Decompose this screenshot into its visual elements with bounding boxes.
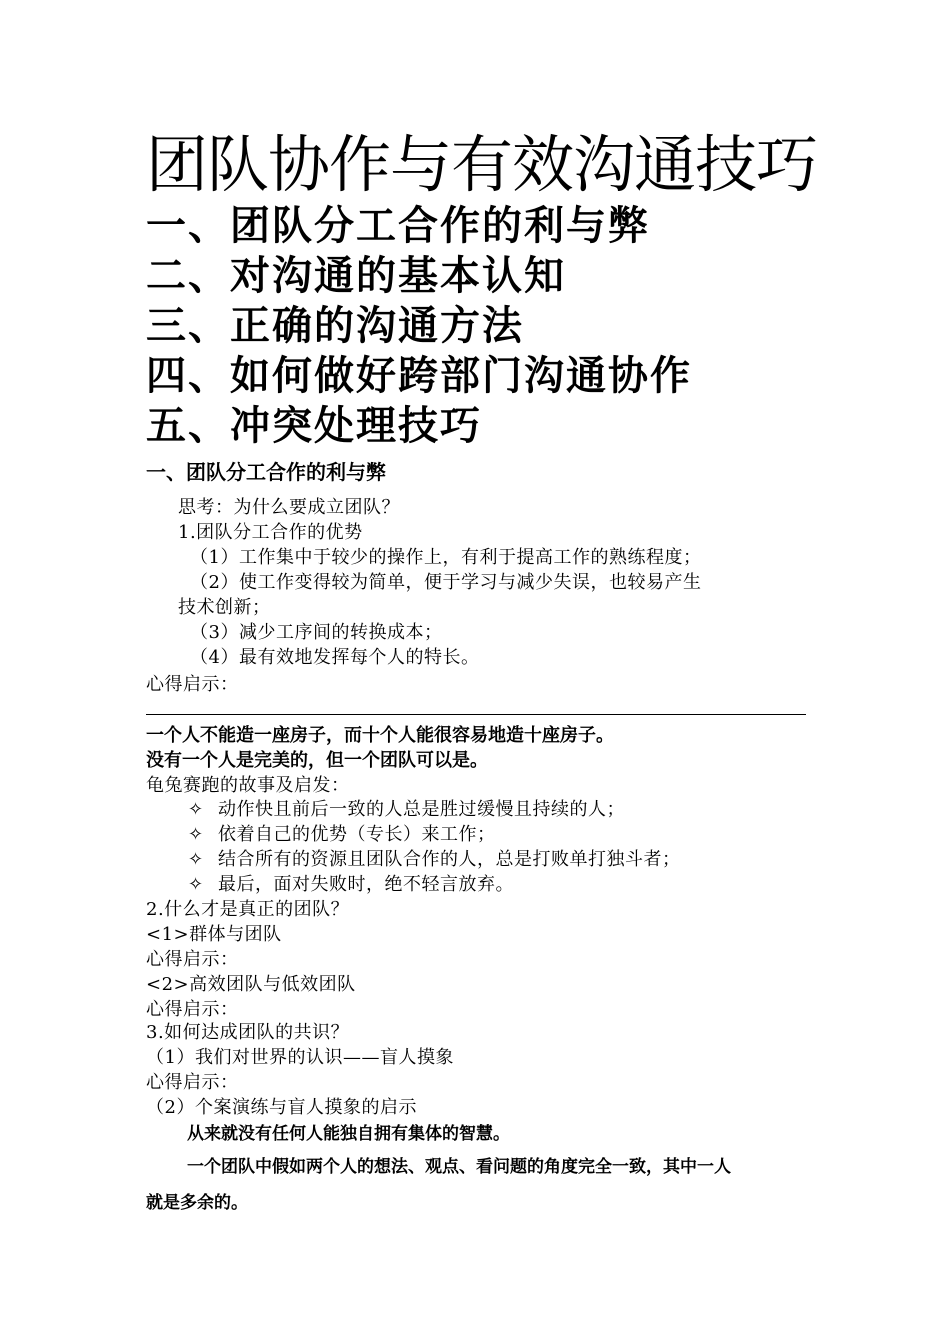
question-3-part-b: （2）个案演练与盲人摸象的启示	[146, 1097, 417, 1118]
bullet-diamond-icon: ✧	[188, 874, 204, 895]
toc-item-3: 三、正确的沟通方法	[146, 302, 524, 349]
bullet-diamond-icon: ✧	[188, 824, 204, 845]
toc-item-1: 一、团队分工合作的利与弊	[146, 202, 650, 249]
closing-line-2: 就是多余的。	[146, 1193, 248, 1213]
document-title: 团队协作与有效沟通技巧	[146, 128, 818, 201]
advantage-item-2: （2）使工作变得较为简单，便于学习与减少失误，也较易产生	[190, 572, 702, 593]
toc-item-5: 五、冲突处理技巧	[146, 402, 482, 449]
quote-1: 一个人不能造一座房子，而十个人能很容易地造十座房子。	[146, 725, 614, 746]
advantage-item-4: （4）最有效地发挥每个人的特长。	[190, 647, 480, 668]
closing-line-1: 一个团队中假如两个人的想法、观点、看问题的角度完全一致，其中一人	[187, 1157, 731, 1177]
section-heading: 一、团队分工合作的利与弊	[146, 460, 386, 484]
question-3-part-a: （1）我们对世界的认识——盲人摸象	[146, 1047, 454, 1068]
story-point-4: ✧ 最后，面对失败时，绝不轻言放弃。	[188, 874, 514, 895]
advantage-item-1: （1）工作集中于较少的操作上，有利于提高工作的熟练程度；	[190, 547, 702, 568]
story-title: 龟兔赛跑的故事及启发：	[146, 775, 350, 796]
story-point-2: ✧ 依着自己的优势（专长）来工作；	[188, 824, 496, 845]
insight-label: 心得启示：	[146, 949, 239, 970]
toc-item-2: 二、对沟通的基本认知	[146, 252, 566, 299]
insight-label: 心得启示：	[146, 674, 239, 695]
bullet-diamond-icon: ✧	[188, 799, 204, 820]
quote-2: 没有一个人是完美的，但一个团队可以是。	[146, 750, 488, 771]
question-2-part-a: <1>群体与团队	[146, 924, 282, 945]
question-2-part-b: <2>高效团队与低效团队	[146, 974, 356, 995]
advantages-title: 1.团队分工合作的优势	[178, 522, 363, 543]
toc-item-4: 四、如何做好跨部门沟通协作	[146, 352, 692, 399]
advantage-item-3: （3）减少工序间的转换成本；	[190, 622, 443, 643]
think-question: 思考：为什么要成立团队？	[178, 497, 400, 518]
answer-line	[146, 714, 806, 715]
insight-label: 心得启示：	[146, 999, 239, 1020]
question-3: 3.如何达成团队的共识？	[146, 1022, 350, 1043]
story-point-3: ✧ 结合所有的资源且团队合作的人，总是打败单打独斗者；	[188, 849, 681, 870]
insight-label: 心得启示：	[146, 1072, 239, 1093]
advantage-item-2-cont: 技术创新；	[178, 597, 271, 618]
story-point-1: ✧ 动作快且前后一致的人总是胜过缓慢且持续的人；	[188, 799, 625, 820]
question-2: 2.什么才是真正的团队？	[146, 899, 350, 920]
wisdom-quote: 从来就没有任何人能独自拥有集体的智慧。	[187, 1124, 510, 1144]
bullet-diamond-icon: ✧	[188, 849, 204, 870]
